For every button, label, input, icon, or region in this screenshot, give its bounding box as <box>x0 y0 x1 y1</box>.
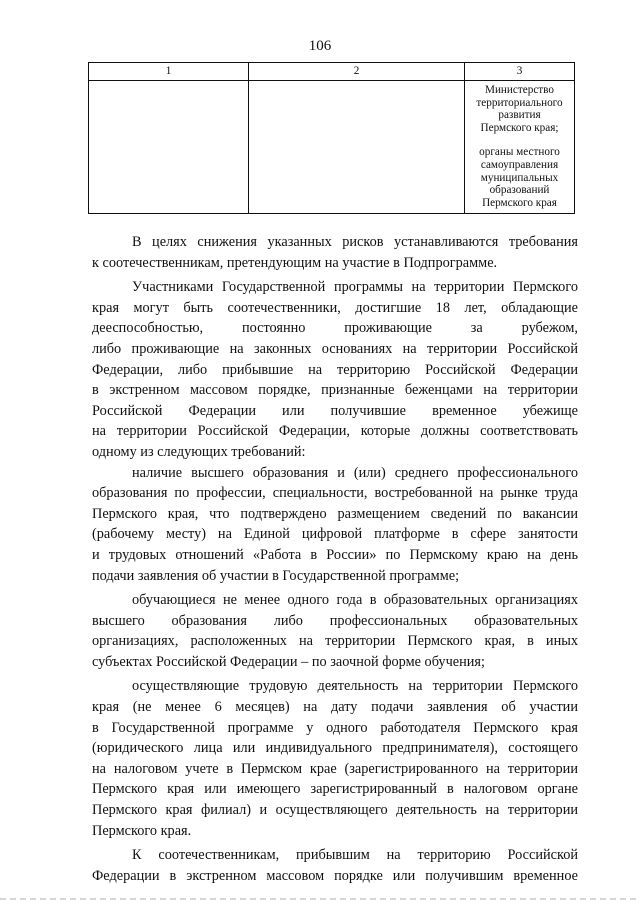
text-line: к соотечественникам, претендующим на участие в Подпрограмме. <box>92 254 498 271</box>
cell-line: образований <box>489 184 550 197</box>
text-line: либо проживающие на законных основаниях на территории Российской <box>92 340 578 357</box>
text-line: высшего образования либо профессиональных образовательных <box>92 612 578 629</box>
text-line: организациях, расположенных на территории Пермского края, в иных <box>92 633 578 650</box>
table-header-cell: 1 <box>89 63 249 81</box>
text-line: на территории Российской Федерации, которые должны соответствовать <box>92 423 578 440</box>
text-line: Пермского края. <box>92 822 192 839</box>
cell-line: развития <box>498 109 541 122</box>
paragraph <box>92 676 578 841</box>
text-line: одному из следующих требований: <box>92 443 306 460</box>
table-header-cell: 2 <box>249 63 465 81</box>
text-line: К соотечественникам, прибывшим на территорию Российской <box>132 847 578 864</box>
body-text <box>92 232 578 886</box>
continuation-table <box>88 62 575 214</box>
table-header-cell: 3 <box>465 63 575 81</box>
cell-line: территориального <box>476 96 563 109</box>
text-line: образования по профессии, специальности, востребованной на рынке труда <box>92 485 578 502</box>
cell-line: самоуправления <box>480 158 559 171</box>
cell-line: муниципальных <box>480 171 559 184</box>
cell-line: Пермского края; <box>480 121 559 134</box>
paragraph <box>92 845 578 886</box>
cell-line: Министерство <box>485 84 554 96</box>
text-line: В целях снижения указанных рисков устанавливаются требования <box>132 234 578 250</box>
paragraph <box>92 590 578 672</box>
text-line: на налоговом учете в Пермском крае (зарегистрированного на территории <box>92 760 578 777</box>
text-line: обучающиеся не менее одного года в образовательных организациях <box>132 592 578 609</box>
paragraph <box>92 463 578 587</box>
text-line: наличие высшего образования и (или) среднего профессионального <box>132 464 578 481</box>
text-line: субъектах Российской Федерации – по заочной форме обучения; <box>92 653 485 670</box>
text-line: Пермского края или имеющего зарегистрированный в налоговом органе <box>92 781 578 798</box>
text-line: дееспособностью, постоянно проживающие за рубежом, <box>92 320 578 337</box>
paragraph <box>92 232 578 273</box>
text-line: (юридического лица или индивидуального предпринимателя), состоящего <box>92 740 578 757</box>
table-cell-responsible <box>465 81 575 214</box>
table-header-row <box>89 63 575 81</box>
paragraph <box>92 277 578 462</box>
text-line: Федерации в экстренном массовом порядке или получившим временное <box>92 867 578 884</box>
cell-line: Пермского края <box>482 196 557 209</box>
responsible-executors <box>465 81 574 209</box>
text-line: в экстренном массовом порядке, признанные беженцами на территории <box>92 382 578 399</box>
scan-edge-artifact <box>0 898 640 900</box>
cell-line: органы местного <box>479 146 560 159</box>
text-line: подачи заявления об участии в Государственной программе; <box>92 567 460 584</box>
text-line: Российской Федерации или получившие временное убежище <box>92 402 578 419</box>
text-line: (рабочему месту) на Единой цифровой платформе в сфере занятости <box>92 526 578 543</box>
cell-gap <box>465 134 574 146</box>
text-line: осуществляющие трудовую деятельность на территории Пермского <box>132 678 578 695</box>
table-cell-empty <box>249 81 465 214</box>
table-row <box>89 81 575 214</box>
text-line: Участниками Государственной программы на территории Пермского <box>132 279 578 296</box>
page-number: 106 <box>308 38 332 54</box>
text-line: Федерации, либо прибывшие на территорию Российской Федерации <box>92 361 578 378</box>
text-line: Пермского края филиал) и осуществляющего деятельность на территории <box>92 802 578 819</box>
table-cell-empty <box>89 81 249 214</box>
text-line: края (не менее 6 месяцев) на дату подачи заявления об участии <box>92 699 578 716</box>
text-line: в Государственной программе у одного работодателя Пермского края <box>92 719 578 736</box>
text-line: края могут быть соотечественники, достигшие 18 лет, обладающие <box>92 299 578 316</box>
text-line: и трудовых отношений «Работа в России» по Пермскому краю на день <box>92 546 578 563</box>
text-line: Пермского края, что подтверждено размещением сведений по вакансии <box>92 505 578 522</box>
